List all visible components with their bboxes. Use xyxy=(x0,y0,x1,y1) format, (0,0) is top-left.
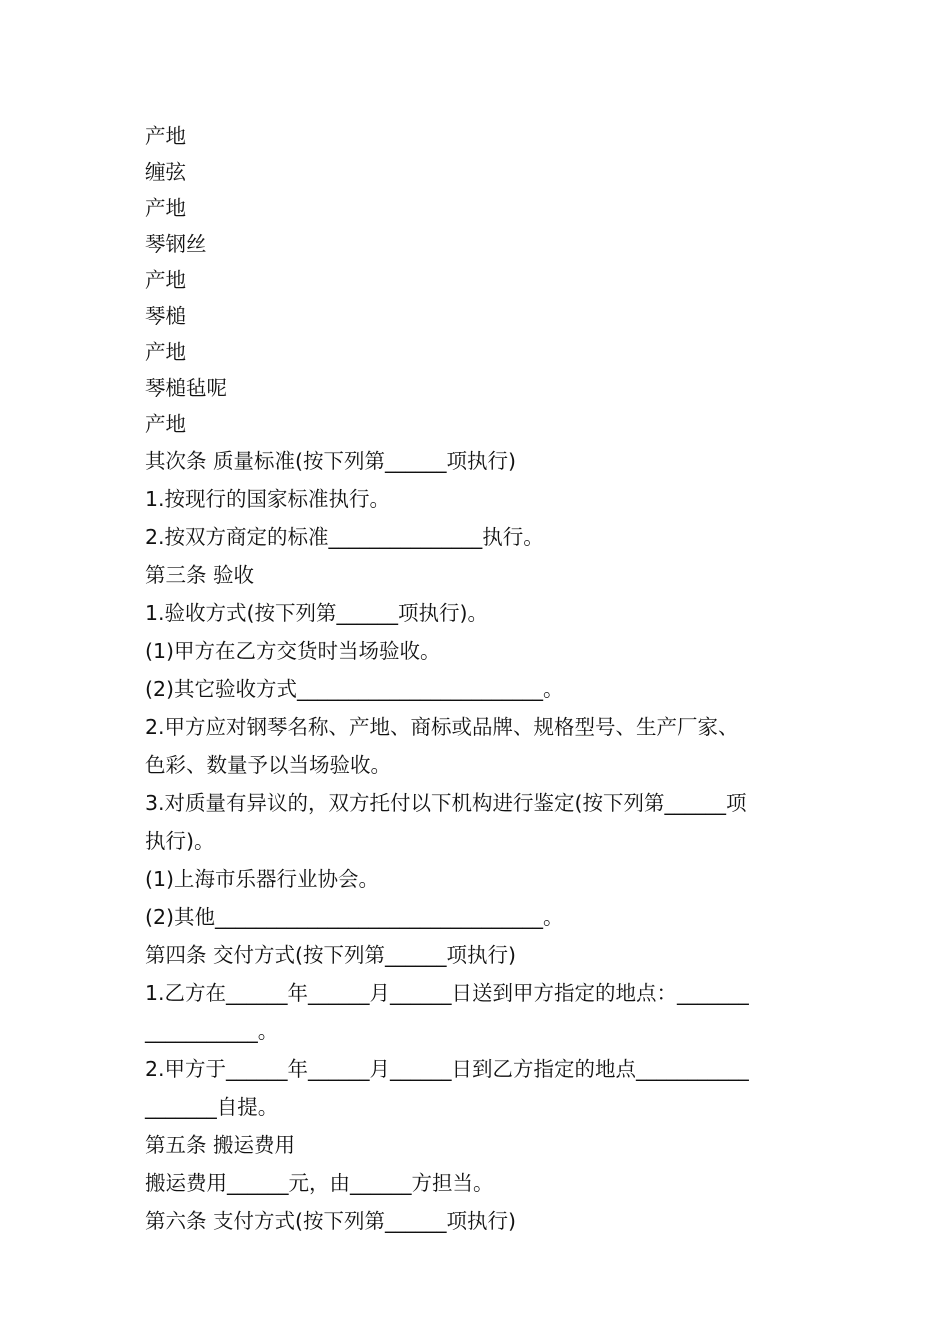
text-line: (2)其它验收方式________________________。 xyxy=(145,677,564,701)
text-line: 2.甲方于______年______月______日到乙方指定的地点___________ xyxy=(145,1057,749,1081)
text-line: 搬运费用______元，由______方担当。 xyxy=(145,1171,494,1195)
text-line: 产地 xyxy=(145,268,186,292)
section-heading-2: 其次条 质量标准(按下列第______项执行) xyxy=(145,449,517,473)
text-line: 1.乙方在______年______月______日送到甲方指定的地点：_______ xyxy=(145,981,749,1005)
section-heading-4: 第四条 交付方式(按下列第______项执行) xyxy=(145,943,517,967)
text-line: 产地 xyxy=(145,340,186,364)
section-heading-3: 第三条 验收 xyxy=(145,563,255,587)
section-heading-6: 第六条 支付方式(按下列第______项执行) xyxy=(145,1209,517,1233)
document-body xyxy=(145,118,809,1240)
text-line: 3.对质量有异议的，双方托付以下机构进行鉴定(按下列第______项 xyxy=(145,791,747,815)
text-line: (1)甲方在乙方交货时当场验收。 xyxy=(145,639,441,663)
text-line: 1.按现行的国家标准执行。 xyxy=(145,487,391,511)
text-line: ___________。 xyxy=(145,1019,279,1043)
text-line: 2.甲方应对钢琴名称、产地、商标或品牌、规格型号、生产厂家、 xyxy=(145,715,739,739)
text-line: 1.验收方式(按下列第______项执行)。 xyxy=(145,601,489,625)
text-line: 琴槌 xyxy=(145,304,186,328)
text-line: 缠弦 xyxy=(145,160,186,184)
text-line: 产地 xyxy=(145,196,186,220)
text-line: 琴槌毡呢 xyxy=(145,376,227,400)
text-line: (2)其他________________________________。 xyxy=(145,905,564,929)
text-line: 琴钢丝 xyxy=(145,232,207,256)
text-line: 2.按双方商定的标准_______________执行。 xyxy=(145,525,544,549)
text-line: 产地 xyxy=(145,412,186,436)
text-line: 色彩、数量予以当场验收。 xyxy=(145,753,391,777)
text-line: 产地 xyxy=(145,124,186,148)
section-heading-5: 第五条 搬运费用 xyxy=(145,1133,296,1157)
text-line: (1)上海市乐器行业协会。 xyxy=(145,867,380,891)
text-line: _______自提。 xyxy=(145,1095,279,1119)
text-line: 执行)。 xyxy=(145,829,215,853)
